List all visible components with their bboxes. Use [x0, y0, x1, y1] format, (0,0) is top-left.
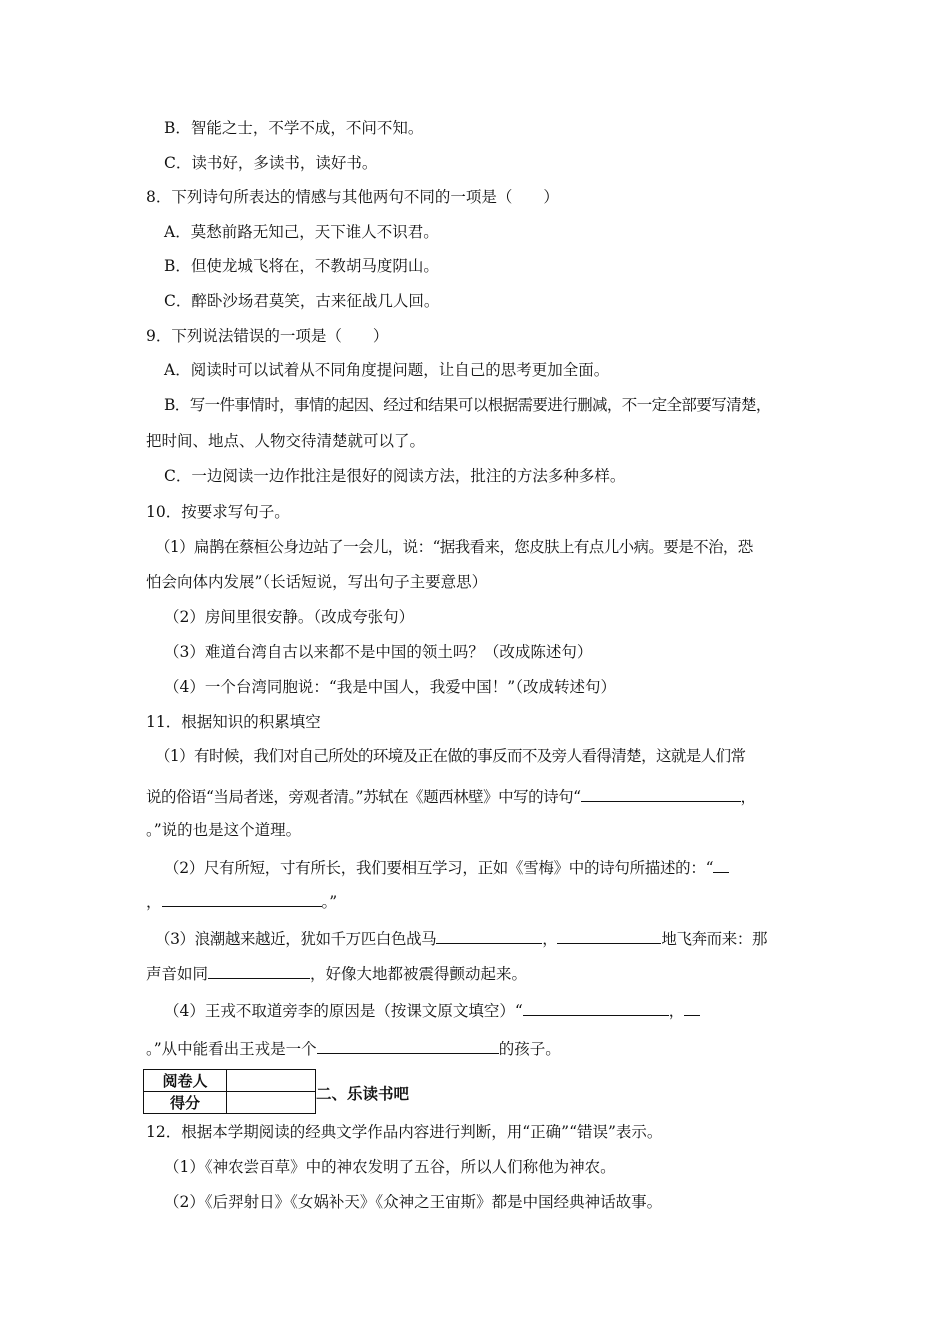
q11-sub3-text4: ，好像大地都被震得颤动起来。 — [310, 965, 528, 983]
q11-sub3-text2: 地飞奔而来：那 — [661, 930, 768, 948]
q11-sub4-text3: 的孩子。 — [498, 1040, 561, 1058]
q11-sub1-comma: ， — [740, 788, 756, 806]
q12-sub1: （1）《神农尝百草》中的神农发明了五谷，所以人们称他为神农。 — [164, 1158, 616, 1176]
q11-sub1-line3: 。”说的也是这个道理。 — [146, 821, 302, 839]
q11-sub1-line1: （1）有时候，我们对自己所处的环境及正在做的事反而不及旁人看得清楚，这就是人们常 — [155, 747, 746, 765]
grader-cell[interactable] — [227, 1070, 316, 1092]
q10-sub4: （4）一个台湾同胞说：“我是中国人，我爱中国！”（改成转述句） — [164, 678, 616, 696]
q9-option-b-line2: 把时间、地点、人物交待清楚就可以了。 — [146, 432, 426, 450]
q11-sub4-text2: 。”从中能看出王戎是一个 — [146, 1040, 317, 1058]
q11-sub2-blank-2[interactable] — [162, 890, 322, 907]
q11-sub4-line1 — [164, 999, 700, 1021]
q11-sub4-blank-1[interactable] — [523, 999, 669, 1016]
q11-sub3-blank-3[interactable] — [208, 962, 310, 979]
score-table — [143, 1069, 316, 1114]
q11-sub3-blank-2[interactable] — [557, 927, 661, 944]
q7-option-b: B．智能之士，不学不成，不问不知。 — [164, 119, 424, 137]
section-2-title: 二、乐读书吧 — [316, 1085, 410, 1103]
q10-sub1-line2: 怕会向体内发展”（长话短说，写出句子主要意思） — [146, 573, 488, 591]
q9-option-b-line1: B．写一件事情时，事情的起因、经过和结果可以根据需要进行删减，不一定全部要写清楚， — [164, 396, 771, 414]
q11-sub4-line2 — [146, 1037, 561, 1059]
q11-sub3-line2 — [146, 962, 527, 984]
q11-sub3-line1 — [155, 927, 767, 949]
q11-sub2-line2 — [146, 890, 337, 912]
q11-sub2-blank-1[interactable] — [713, 856, 729, 873]
q11-sub2-close: 。” — [321, 893, 338, 911]
q11-sub3-text: （3）浪潮越来越近，犹如千万匹白色战马 — [155, 930, 437, 948]
q8-option-b: B．但使龙城飞将在，不教胡马度阴山。 — [164, 257, 439, 275]
q10-sub3: （3）难道台湾自古以来都不是中国的领土吗？（改成陈述句） — [164, 643, 593, 661]
q9-option-c: C．一边阅读一边作批注是很好的阅读方法，批注的方法多种多样。 — [164, 467, 626, 485]
q10-stem: 10．按要求写句子。 — [146, 503, 290, 521]
q11-sub1-text: 说的俗语“当局者迷，旁观者清。”苏轼在《题西林壁》中写的诗句“ — [146, 788, 581, 806]
score-label: 得分 — [144, 1092, 227, 1114]
q11-sub3-text3: 声音如同 — [146, 965, 209, 983]
q8-option-a: A．莫愁前路无知己，天下谁人不识君。 — [164, 223, 439, 241]
q11-stem: 11．根据知识的积累填空 — [146, 713, 321, 731]
q11-sub4-text: （4）王戎不取道旁李的原因是（按课文原文填空）“ — [164, 1002, 523, 1020]
q11-sub4-blank-3[interactable] — [317, 1037, 499, 1054]
q8-option-c: C．醉卧沙场君莫笑，古来征战几人回。 — [164, 292, 440, 310]
score-cell[interactable] — [227, 1092, 316, 1114]
q11-sub4-blank-2[interactable] — [684, 999, 700, 1016]
q10-sub2: （2）房间里很安静。（改成夸张句） — [164, 608, 415, 626]
q11-sub2-text: （2）尺有所短，寸有所长，我们要相互学习，正如《雪梅》中的诗句所描述的：“ — [164, 859, 714, 877]
grader-label: 阅卷人 — [144, 1070, 227, 1092]
q11-sub2-line1 — [164, 856, 729, 878]
q8-stem: 8．下列诗句所表达的情感与其他两句不同的一项是（ ） — [146, 188, 559, 206]
q11-sub4-comma: ， — [668, 1002, 685, 1020]
q7-option-c: C．读书好，多读书，读好书。 — [164, 154, 378, 172]
q12-stem: 12．根据本学期阅读的经典文学作品内容进行判断，用“正确”“错误”表示。 — [146, 1123, 663, 1141]
q10-sub1-line1: （1）扁鹊在蔡桓公身边站了一会儿，说：“据我看来，您皮肤上有点儿小病。要是不治，恐 — [155, 538, 753, 556]
q11-sub1-blank-1[interactable] — [581, 785, 741, 802]
q11-sub2-comma: ， — [146, 893, 162, 911]
q11-sub1-line2 — [146, 785, 756, 807]
q9-option-a: A．阅读时可以试着从不同角度提问题，让自己的思考更加全面。 — [164, 361, 610, 379]
q11-sub3-comma: ， — [542, 930, 558, 948]
q12-sub2: （2）《后羿射日》《女娲补天》《众神之王宙斯》都是中国经典神话故事。 — [164, 1193, 663, 1211]
q11-sub3-blank-1[interactable] — [436, 927, 542, 944]
q9-stem: 9．下列说法错误的一项是（ ） — [146, 327, 389, 345]
